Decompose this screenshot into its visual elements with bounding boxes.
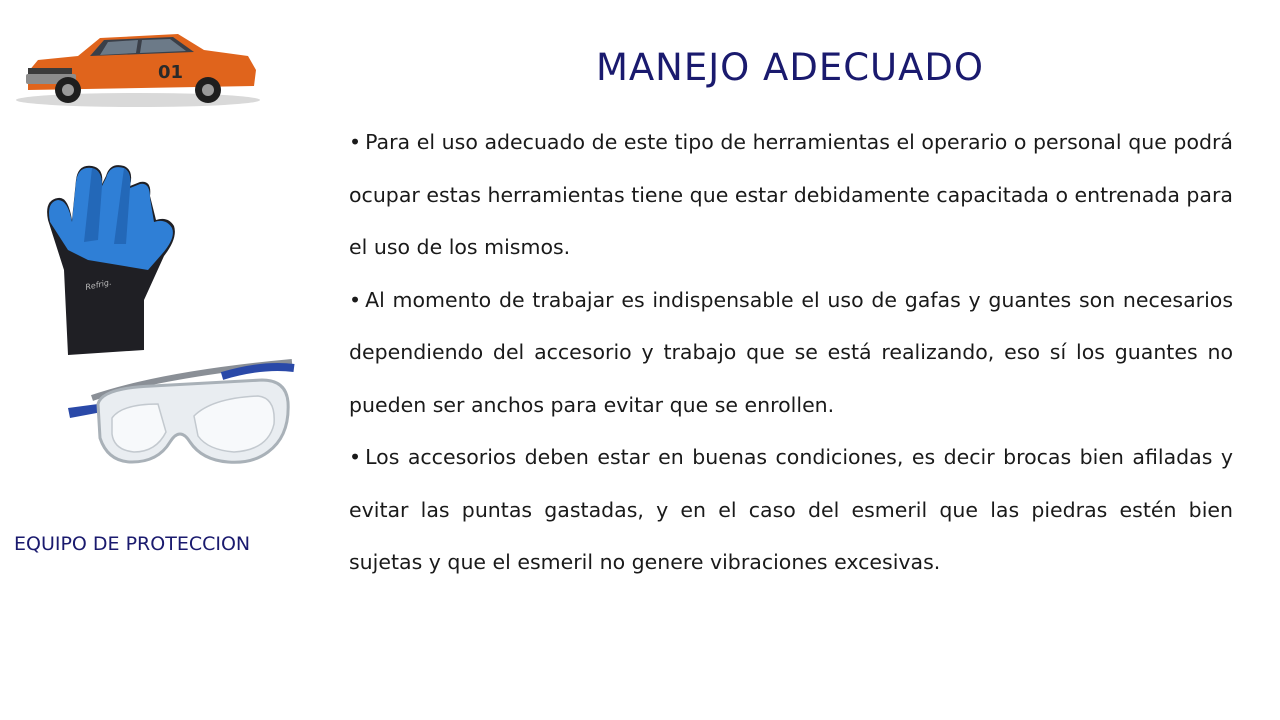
- bullet-marker: •: [349, 287, 362, 312]
- protective-gloves-image: [28, 160, 183, 360]
- bullet-text: Los accesorios deben estar en buenas condiciones, es decir brocas bien afiladas y evitar las puntas gastadas, y en el caso del esmeril que las piedras estén bien sujetas y que el esmeril no genere vibraciones excesivas.: [349, 445, 1233, 574]
- protection-equipment-label: EQUIPO DE PROTECCION: [14, 533, 251, 555]
- bullet-item: [349, 431, 1233, 589]
- bullet-item: [349, 274, 1233, 432]
- bullet-marker: •: [349, 445, 362, 469]
- bullet-marker: •: [349, 130, 362, 154]
- bullet-list: [349, 116, 1233, 589]
- bullet-text: Para el uso adecuado de este tipo de herramientas el operario o personal que podrá ocupar estas herramientas tiene que estar debidamente capacitada o entrenada para el uso de los mismos.: [349, 130, 1233, 259]
- orange-car-image: [8, 20, 263, 110]
- car-decal: 01: [158, 62, 184, 83]
- slide-title: MANEJO ADECUADO: [595, 46, 985, 89]
- bullet-text: Al momento de trabajar es indispensable el uso de gafas y guantes son necesarios dependiendo del accesorio y trabajo que se está realizando, eso sí los guantes no pueden ser anchos para evitar que se enrollen.: [349, 287, 1233, 417]
- safety-glasses-image: [62, 346, 302, 480]
- svg-text:Refrig.: Refrig.: [84, 277, 113, 292]
- bullet-item: [349, 116, 1233, 274]
